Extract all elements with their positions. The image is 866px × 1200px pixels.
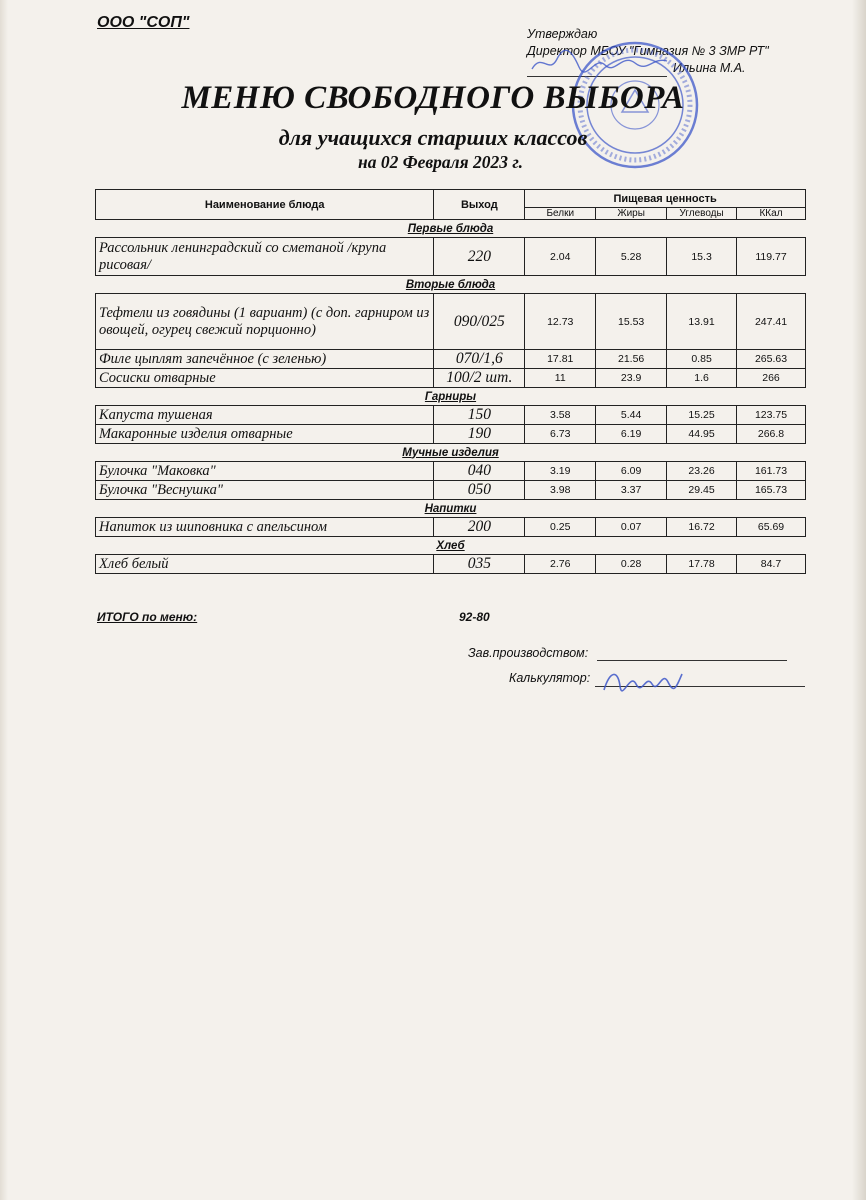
dish-kcal: 161.73 xyxy=(737,462,806,481)
dish-yield: 200 xyxy=(434,518,525,537)
dish-carbs: 29.45 xyxy=(667,481,737,500)
manager-signature-line xyxy=(597,660,787,661)
dish-yield: 090/025 xyxy=(434,294,525,350)
dish-kcal: 119.77 xyxy=(737,238,806,276)
dish-protein: 3.98 xyxy=(525,481,596,500)
dish-name: Булочка "Маковка" xyxy=(96,462,434,481)
dish-yield: 100/2 шт. xyxy=(434,369,525,388)
calculator-label: Калькулятор: xyxy=(509,671,591,685)
dish-yield: 220 xyxy=(434,238,525,276)
signature-icon xyxy=(600,664,685,698)
dish-carbs: 44.95 xyxy=(667,425,737,444)
dish-protein: 3.58 xyxy=(525,406,596,425)
table-row xyxy=(96,406,806,425)
dish-protein: 3.19 xyxy=(525,462,596,481)
dish-kcal: 247.41 xyxy=(737,294,806,350)
dish-yield: 035 xyxy=(434,555,525,574)
col-header-fat: Жиры xyxy=(596,208,667,220)
dish-carbs: 15.3 xyxy=(667,238,737,276)
col-header-protein: Белки xyxy=(525,208,596,220)
scan-edge-right xyxy=(852,0,866,1200)
dish-fat: 5.28 xyxy=(596,238,667,276)
section-title: Напитки xyxy=(96,500,806,518)
table-row xyxy=(96,555,806,574)
dish-kcal: 265.63 xyxy=(737,350,806,369)
dish-protein: 11 xyxy=(525,369,596,388)
dish-fat: 21.56 xyxy=(596,350,667,369)
menu-date: на 02 Февраля 2023 г. xyxy=(358,152,524,172)
dish-fat: 15.53 xyxy=(596,294,667,350)
organization-name: ООО "СОП" xyxy=(97,14,190,31)
page-title: МЕНЮ СВОБОДНОГО ВЫБОРА xyxy=(181,80,685,116)
total-label: ИТОГО по меню: xyxy=(97,610,198,624)
dish-name: Тефтели из говядины (1 вариант) (с доп. гарниром из овощей, огурец свежий порционно) xyxy=(96,294,434,350)
col-header-yield: Выход xyxy=(434,190,525,220)
dish-kcal: 65.69 xyxy=(737,518,806,537)
col-header-nutrition: Пищевая ценность xyxy=(525,190,806,208)
dish-fat: 6.09 xyxy=(596,462,667,481)
table-row xyxy=(96,481,806,500)
dish-carbs: 13.91 xyxy=(667,294,737,350)
dish-name: Булочка "Веснушка" xyxy=(96,481,434,500)
section-title: Гарниры xyxy=(96,388,806,406)
dish-carbs: 1.6 xyxy=(667,369,737,388)
dish-protein: 12.73 xyxy=(525,294,596,350)
dish-fat: 6.19 xyxy=(596,425,667,444)
section-title: Хлеб xyxy=(96,537,806,555)
dish-carbs: 0.85 xyxy=(667,350,737,369)
table-row xyxy=(96,350,806,369)
dish-protein: 17.81 xyxy=(525,350,596,369)
section-title: Первые блюда xyxy=(96,220,806,238)
dish-yield: 040 xyxy=(434,462,525,481)
total-value: 92-80 xyxy=(459,610,490,624)
dish-fat: 23.9 xyxy=(596,369,667,388)
dish-carbs: 23.26 xyxy=(667,462,737,481)
table-row xyxy=(96,425,806,444)
dish-kcal: 165.73 xyxy=(737,481,806,500)
table-row xyxy=(96,462,806,481)
table-row xyxy=(96,238,806,276)
dish-protein: 6.73 xyxy=(525,425,596,444)
menu-table-body xyxy=(96,220,806,574)
approval-line: Ильина М.А. xyxy=(673,61,746,75)
col-header-kcal: ККал xyxy=(737,208,806,220)
dish-yield: 150 xyxy=(434,406,525,425)
dish-protein: 0.25 xyxy=(525,518,596,537)
dish-name: Хлеб белый xyxy=(96,555,434,574)
dish-fat: 5.44 xyxy=(596,406,667,425)
manager-label: Зав.производством: xyxy=(468,646,589,660)
dish-name: Рассольник ленинградский со сметаной /крупа рисовая/ xyxy=(96,238,434,276)
table-row xyxy=(96,369,806,388)
section-title: Мучные изделия xyxy=(96,444,806,462)
menu-table xyxy=(95,189,806,574)
approval-line: Утверждаю xyxy=(527,27,598,41)
dish-kcal: 123.75 xyxy=(737,406,806,425)
table-row xyxy=(96,518,806,537)
dish-name: Сосиски отварные xyxy=(96,369,434,388)
section-title: Вторые блюда xyxy=(96,276,806,294)
approval-line: Директор МБОУ "Гимназия № 3 ЗМР РТ" xyxy=(527,44,769,58)
dish-carbs: 15.25 xyxy=(667,406,737,425)
dish-fat: 0.28 xyxy=(596,555,667,574)
dish-fat: 0.07 xyxy=(596,518,667,537)
dish-carbs: 17.78 xyxy=(667,555,737,574)
dish-kcal: 84.7 xyxy=(737,555,806,574)
dish-protein: 2.76 xyxy=(525,555,596,574)
dish-kcal: 266 xyxy=(737,369,806,388)
dish-name: Макаронные изделия отварные xyxy=(96,425,434,444)
table-row xyxy=(96,294,806,350)
dish-kcal: 266.8 xyxy=(737,425,806,444)
dish-name: Филе цыплят запечённое (с зеленью) xyxy=(96,350,434,369)
col-header-carbs: Углеводы xyxy=(667,208,737,220)
dish-yield: 190 xyxy=(434,425,525,444)
dish-fat: 3.37 xyxy=(596,481,667,500)
scan-edge-left xyxy=(0,0,8,1200)
dish-name: Напиток из шиповника с апельсином xyxy=(96,518,434,537)
dish-yield: 050 xyxy=(434,481,525,500)
dish-yield: 070/1,6 xyxy=(434,350,525,369)
dish-name: Капуста тушеная xyxy=(96,406,434,425)
dish-carbs: 16.72 xyxy=(667,518,737,537)
dish-protein: 2.04 xyxy=(525,238,596,276)
col-header-name: Наименование блюда xyxy=(96,190,434,220)
page-subtitle: для учащихся старших классов xyxy=(278,125,588,150)
